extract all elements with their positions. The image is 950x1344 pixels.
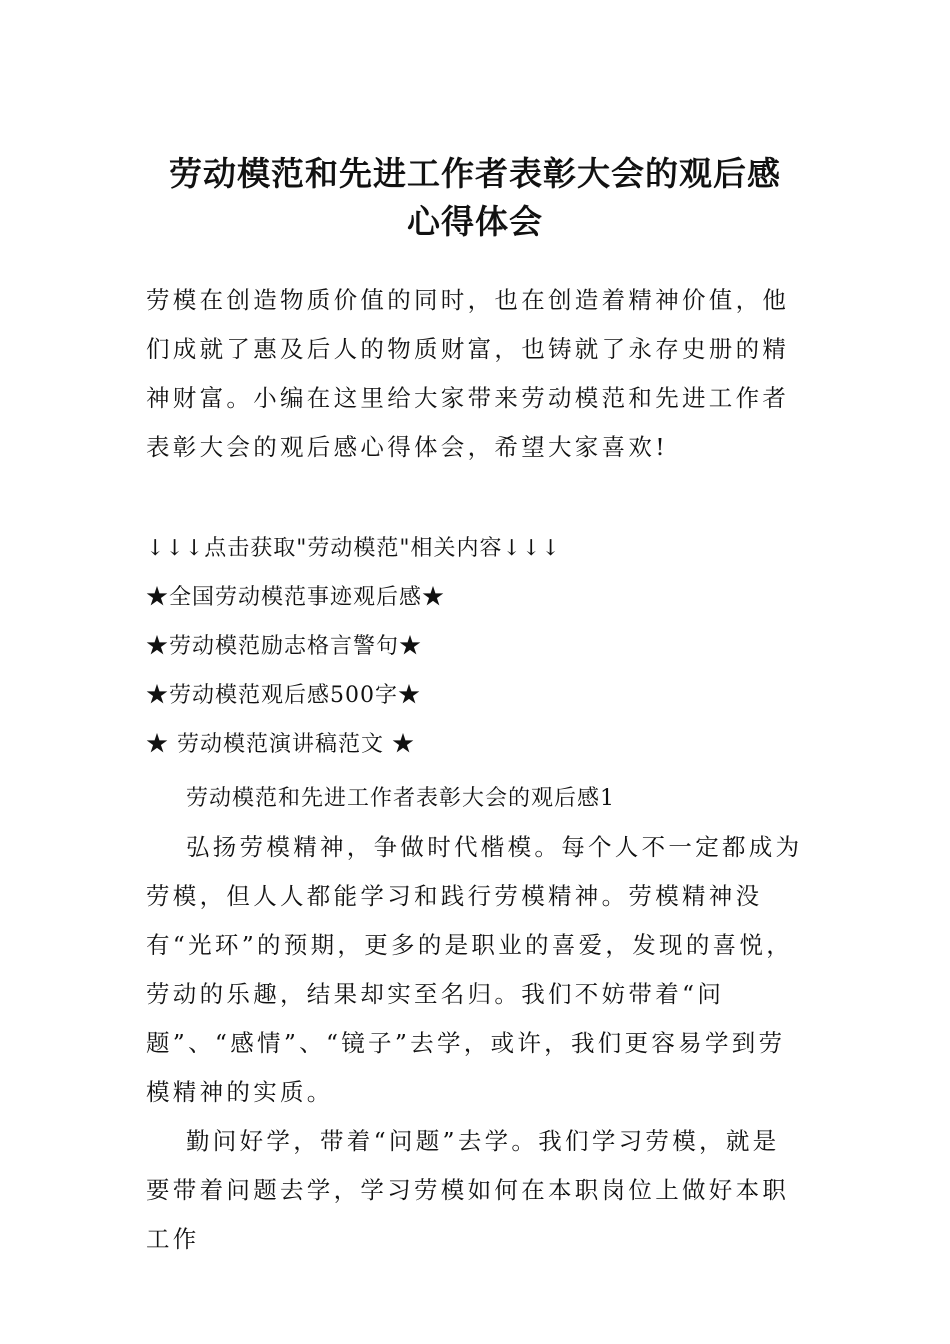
link-model-review-500[interactable]: ★劳动模范观后感500字★	[146, 683, 421, 708]
link-model-speech[interactable]: ★ 劳动模范演讲稿范文 ★	[146, 732, 415, 757]
title-line-1: 劳动模范和先进工作者表彰大会的观后感	[169, 154, 781, 194]
link-model-quotes[interactable]: ★劳动模范励志格言警句★	[146, 634, 423, 659]
document-title	[140, 150, 810, 246]
body-paragraph-2: 勤问好学，带着“问题”去学。我们学习劳模，就是要带着问题去学，学习劳模如何在本职岗位上做好本职工作	[146, 1127, 790, 1253]
link-national-model-deeds[interactable]: ★全国劳动模范事迹观后感★	[146, 585, 446, 610]
body-paragraph-1: 弘扬劳模精神，争做时代楷模。每个人不一定都成为劳模，但人人都能学习和践行劳模精神。劳模精神没有“光环”的预期，更多的是职业的喜爱，发现的喜悦，劳动的乐趣，结果却实至名归。我们不妨带着“问题”、“感情”、“镜子”去学，或许，我们更容易学到劳模精神的实质。	[146, 833, 803, 1106]
related-links-header[interactable]: ↓↓↓点击获取"劳动模范"相关内容↓↓↓	[146, 536, 561, 561]
intro-paragraph: 劳模在创造物质价值的同时，也在创造着精神价值，他们成就了惠及后人的物质财富，也铸就了永存史册的精神财富。小编在这里给大家带来劳动模范和先进工作者表彰大会的观后感心得体会，希望大家喜欢!	[146, 286, 790, 461]
section-heading: 劳动模范和先进工作者表彰大会的观后感1	[186, 786, 615, 811]
title-line-2: 心得体会	[407, 202, 543, 242]
related-links-list	[146, 524, 806, 769]
